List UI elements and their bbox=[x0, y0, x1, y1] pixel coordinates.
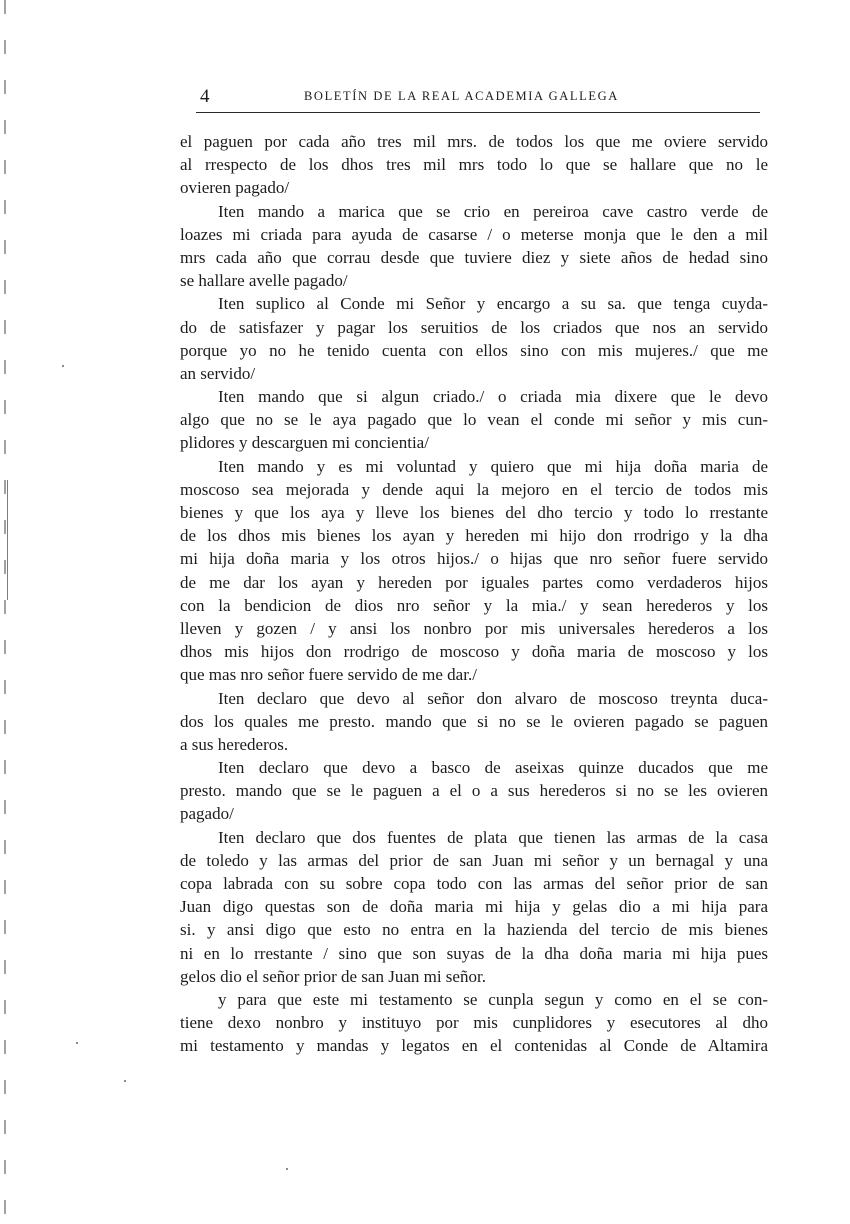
paragraph-first-line: Iten declaro que dos fuentes de plata que tienen las armas de la casa bbox=[218, 827, 768, 847]
paragraph-first-line: Iten mando y es mi voluntad y quiero que mi hija doña maria de bbox=[218, 456, 768, 476]
text-line: dos los quales me presto. mando que si no se le ovieren pagado se paguen bbox=[180, 711, 768, 731]
text-line: tiene dexo nonbro y instituyo por mis cunplidores y esecutores al dho bbox=[180, 1013, 768, 1033]
text-line: dhos mis hijos don rrodrigo de moscoso y doña maria de moscoso y los bbox=[180, 642, 768, 662]
paragraph-first-line: Iten mando a marica que se crio en pereiroa cave castro verde de bbox=[218, 201, 768, 221]
text-line: pagado/ bbox=[180, 804, 234, 824]
text-line: el paguen por cada año tres mil mrs. de todos los que me oviere servido bbox=[180, 132, 768, 151]
paragraph-first-line: Iten declaro que devo a basco de aseixas quinze ducados que me bbox=[218, 758, 768, 778]
text-line: de toledo y las armas del prior de san Juan mi señor y un bernagal y una bbox=[180, 850, 768, 870]
text-line: Juan digo questas son de doña maria mi hija y gelas dio a mi hija para bbox=[180, 897, 768, 917]
scan-speck bbox=[76, 1042, 78, 1044]
text-line: si. y ansi digo que esto no entra en la hazienda del tercio de mis bienes bbox=[180, 920, 768, 940]
text-line: ovieren pagado/ bbox=[180, 178, 290, 198]
text-line: mrs cada año que corrau desde que tuviere diez y siete años de hedad sino bbox=[180, 247, 768, 267]
paragraph-first-line: Iten mando que si algun criado./ o criada mia dixere que le devo bbox=[218, 387, 768, 407]
text-line: que mas nro señor fuere servido de me dar./ bbox=[180, 665, 477, 685]
text-line: al rrespecto de los dhos tres mil mrs todo lo que se hallare que no le bbox=[180, 155, 768, 175]
text-line: de los dhos mis bienes los ayan y hereden mi hijo don rrodrigo y la dha bbox=[180, 526, 768, 546]
text-line: gelos dio el señor prior de san Juan mi señor. bbox=[180, 966, 486, 986]
text-line: de me dar los ayan y hereden por iguales partes como verdaderos hijos bbox=[180, 572, 768, 592]
paragraph-first-line: y para que este mi testamento se cunpla segun y como en el se con- bbox=[218, 989, 768, 1009]
scan-left-edge-mark bbox=[7, 480, 8, 600]
page-header bbox=[196, 84, 760, 113]
paragraph-first-line: Iten declaro que devo al señor don alvaro de moscoso treynta duca- bbox=[218, 688, 768, 708]
text-line: lleven y gozen / y ansi los nonbro por mis universales herederos a los bbox=[180, 618, 768, 638]
running-title: BOLETÍN DE LA REAL ACADEMIA GALLEGA bbox=[304, 89, 619, 103]
text-line: algo que no se le aya pagado que lo vean el conde mi señor y mis cun- bbox=[180, 410, 768, 430]
text-line: a sus herederos. bbox=[180, 734, 289, 754]
paragraph-first-line: Iten suplico al Conde mi Señor y encargo a su sa. que tenga cuyda- bbox=[218, 294, 768, 314]
page-number: 4 bbox=[200, 86, 210, 107]
text-line: mi testamento y mandas y legatos en el contenidas al Conde de Altamira bbox=[180, 1036, 768, 1056]
scan-speck bbox=[124, 1080, 126, 1082]
text-line: se hallare avelle pagado/ bbox=[180, 271, 348, 291]
text-line: copa labrada con su sobre copa todo con las armas del señor prior de san bbox=[180, 874, 768, 893]
scan-speck bbox=[62, 365, 64, 367]
text-line: bienes y que los aya y lleve los bienes del dho tercio y todo lo rrestante bbox=[180, 503, 768, 522]
text-line: presto. mando que se le paguen a el o a sus herederos si no se les ovieren bbox=[180, 781, 768, 801]
scan-left-edge-artifact bbox=[4, 0, 6, 1224]
body-text bbox=[180, 130, 768, 1058]
text-line: mi hija doña maria y los otros hijos./ o hijas que nro señor fuere servido bbox=[180, 549, 768, 569]
text-line: plidores y descarguen mi concientia/ bbox=[180, 433, 429, 453]
text-line: con la bendicion de dios nro señor y la mia./ y sean herederos y los bbox=[180, 595, 768, 615]
text-line: an servido/ bbox=[180, 363, 256, 383]
text-line: moscoso sea mejorada y dende aqui la mejoro en el tercio de todos mis bbox=[180, 479, 768, 499]
text-line: ni en lo rrestante / sino que son suyas de la dha doña maria mi hija pues bbox=[180, 943, 768, 963]
scan-speck bbox=[286, 1168, 288, 1170]
text-line: porque yo no he tenido cuenta con ellos sino con mis mujeres./ que me bbox=[180, 340, 768, 360]
text-line: do de satisfazer y pagar los seruitios de los criados que nos an servido bbox=[180, 317, 768, 337]
text-line: loazes mi criada para ayuda de casarse / o meterse monja que le den a mil bbox=[180, 224, 768, 244]
